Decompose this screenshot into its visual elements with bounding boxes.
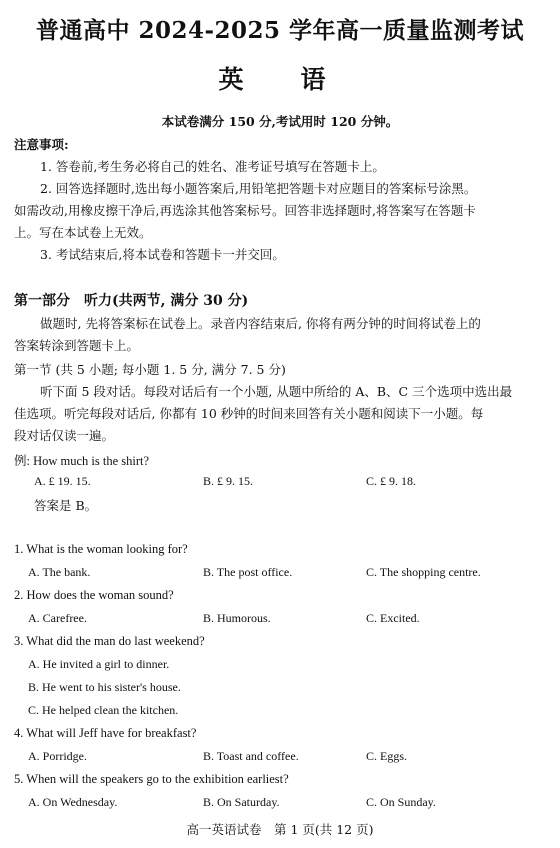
question-5: 5. When will the speakers go to the exhibition earliest? xyxy=(14,772,289,786)
note-2-line-2: 如需改动,用橡皮擦干净后,再选涂其他答案标号。回答非选择题时,将答案写在答题卡 xyxy=(14,203,476,218)
question-1-option-b: B. The post office. xyxy=(203,565,293,579)
question-4: 4. What will Jeff have for breakfast? xyxy=(14,726,197,740)
part-1-instruction-line-1: 做题时, 先将答案标在试卷上。录音内容结束后, 你将有两分钟的时间将试卷上的 xyxy=(40,316,481,331)
question-3-option-a: A. He invited a girl to dinner. xyxy=(28,657,170,671)
example-option-c: C. £ 9. 18. xyxy=(366,474,417,488)
note-3: 3. 考试结束后,将本试卷和答题卡一并交回。 xyxy=(40,247,285,262)
question-2-option-a: A. Carefree. xyxy=(28,611,87,625)
question-4-option-b: B. Toast and coffee. xyxy=(203,749,299,763)
section-1-instruction-line-1: 听下面 5 段对话。每段对话后有一个小题, 从题中所给的 A、B、C 三个选项中选出最 xyxy=(40,384,513,399)
section-1-instruction-line-3: 段对话仅读一遍。 xyxy=(14,428,115,443)
section-1-heading: 第一节 (共 5 小题; 每小题 1. 5 分, 满分 7. 5 分) xyxy=(14,362,286,377)
question-3-option-b: B. He went to his sister's house. xyxy=(28,680,181,694)
question-3-option-c: C. He helped clean the kitchen. xyxy=(28,703,179,717)
note-2-line-1: 2. 回答选择题时,选出每小题答案后,用铅笔把答题卡对应题目的答案标号涂黑。 xyxy=(40,181,477,196)
section-1-instruction-line-2: 佳选项。听完每段对话后, 你都有 10 秒钟的时间来回答有关小题和阅读下一小题。每 xyxy=(14,406,484,421)
question-1-option-c: C. The shopping centre. xyxy=(366,565,481,579)
exam-title: 普通高中 2024-2025 学年高一质量监测考试 xyxy=(35,17,525,44)
question-1: 1. What is the woman looking for? xyxy=(14,542,188,556)
part-1-instruction-line-2: 答案转涂到答题卡上。 xyxy=(14,338,140,353)
part-1-heading: 第一部分 听力(共两节, 满分 30 分) xyxy=(14,293,249,309)
note-2-line-3: 上。写在本试卷上无效。 xyxy=(14,225,152,240)
example-question: 例: How much is the shirt? xyxy=(14,454,150,468)
example-option-a: A. £ 19. 15. xyxy=(34,474,91,488)
question-4-option-c: C. Eggs. xyxy=(366,749,408,763)
question-5-option-a: A. On Wednesday. xyxy=(28,795,118,809)
question-2-option-b: B. Humorous. xyxy=(203,611,271,625)
subject-title: 英 语 xyxy=(218,65,342,94)
question-2: 2. How does the woman sound? xyxy=(14,588,174,602)
page-footer: 高一英语试卷 第 1 页(共 12 页) xyxy=(186,822,374,837)
example-option-b: B. £ 9. 15. xyxy=(203,474,254,488)
question-1-option-a: A. The bank. xyxy=(28,565,91,579)
question-4-option-a: A. Porridge. xyxy=(28,749,87,763)
question-5-option-b: B. On Saturday. xyxy=(203,795,280,809)
notes-heading: 注意事项: xyxy=(14,137,69,152)
exam-info: 本试卷满分 150 分,考试用时 120 分钟。 xyxy=(161,114,399,129)
question-3: 3. What did the man do last weekend? xyxy=(14,634,205,648)
example-answer: 答案是 B。 xyxy=(34,498,98,513)
question-5-option-c: C. On Sunday. xyxy=(366,795,436,809)
note-1: 1. 答卷前,考生务必将自己的姓名、准考证号填写在答题卡上。 xyxy=(40,159,385,174)
question-2-option-c: C. Excited. xyxy=(366,611,420,625)
